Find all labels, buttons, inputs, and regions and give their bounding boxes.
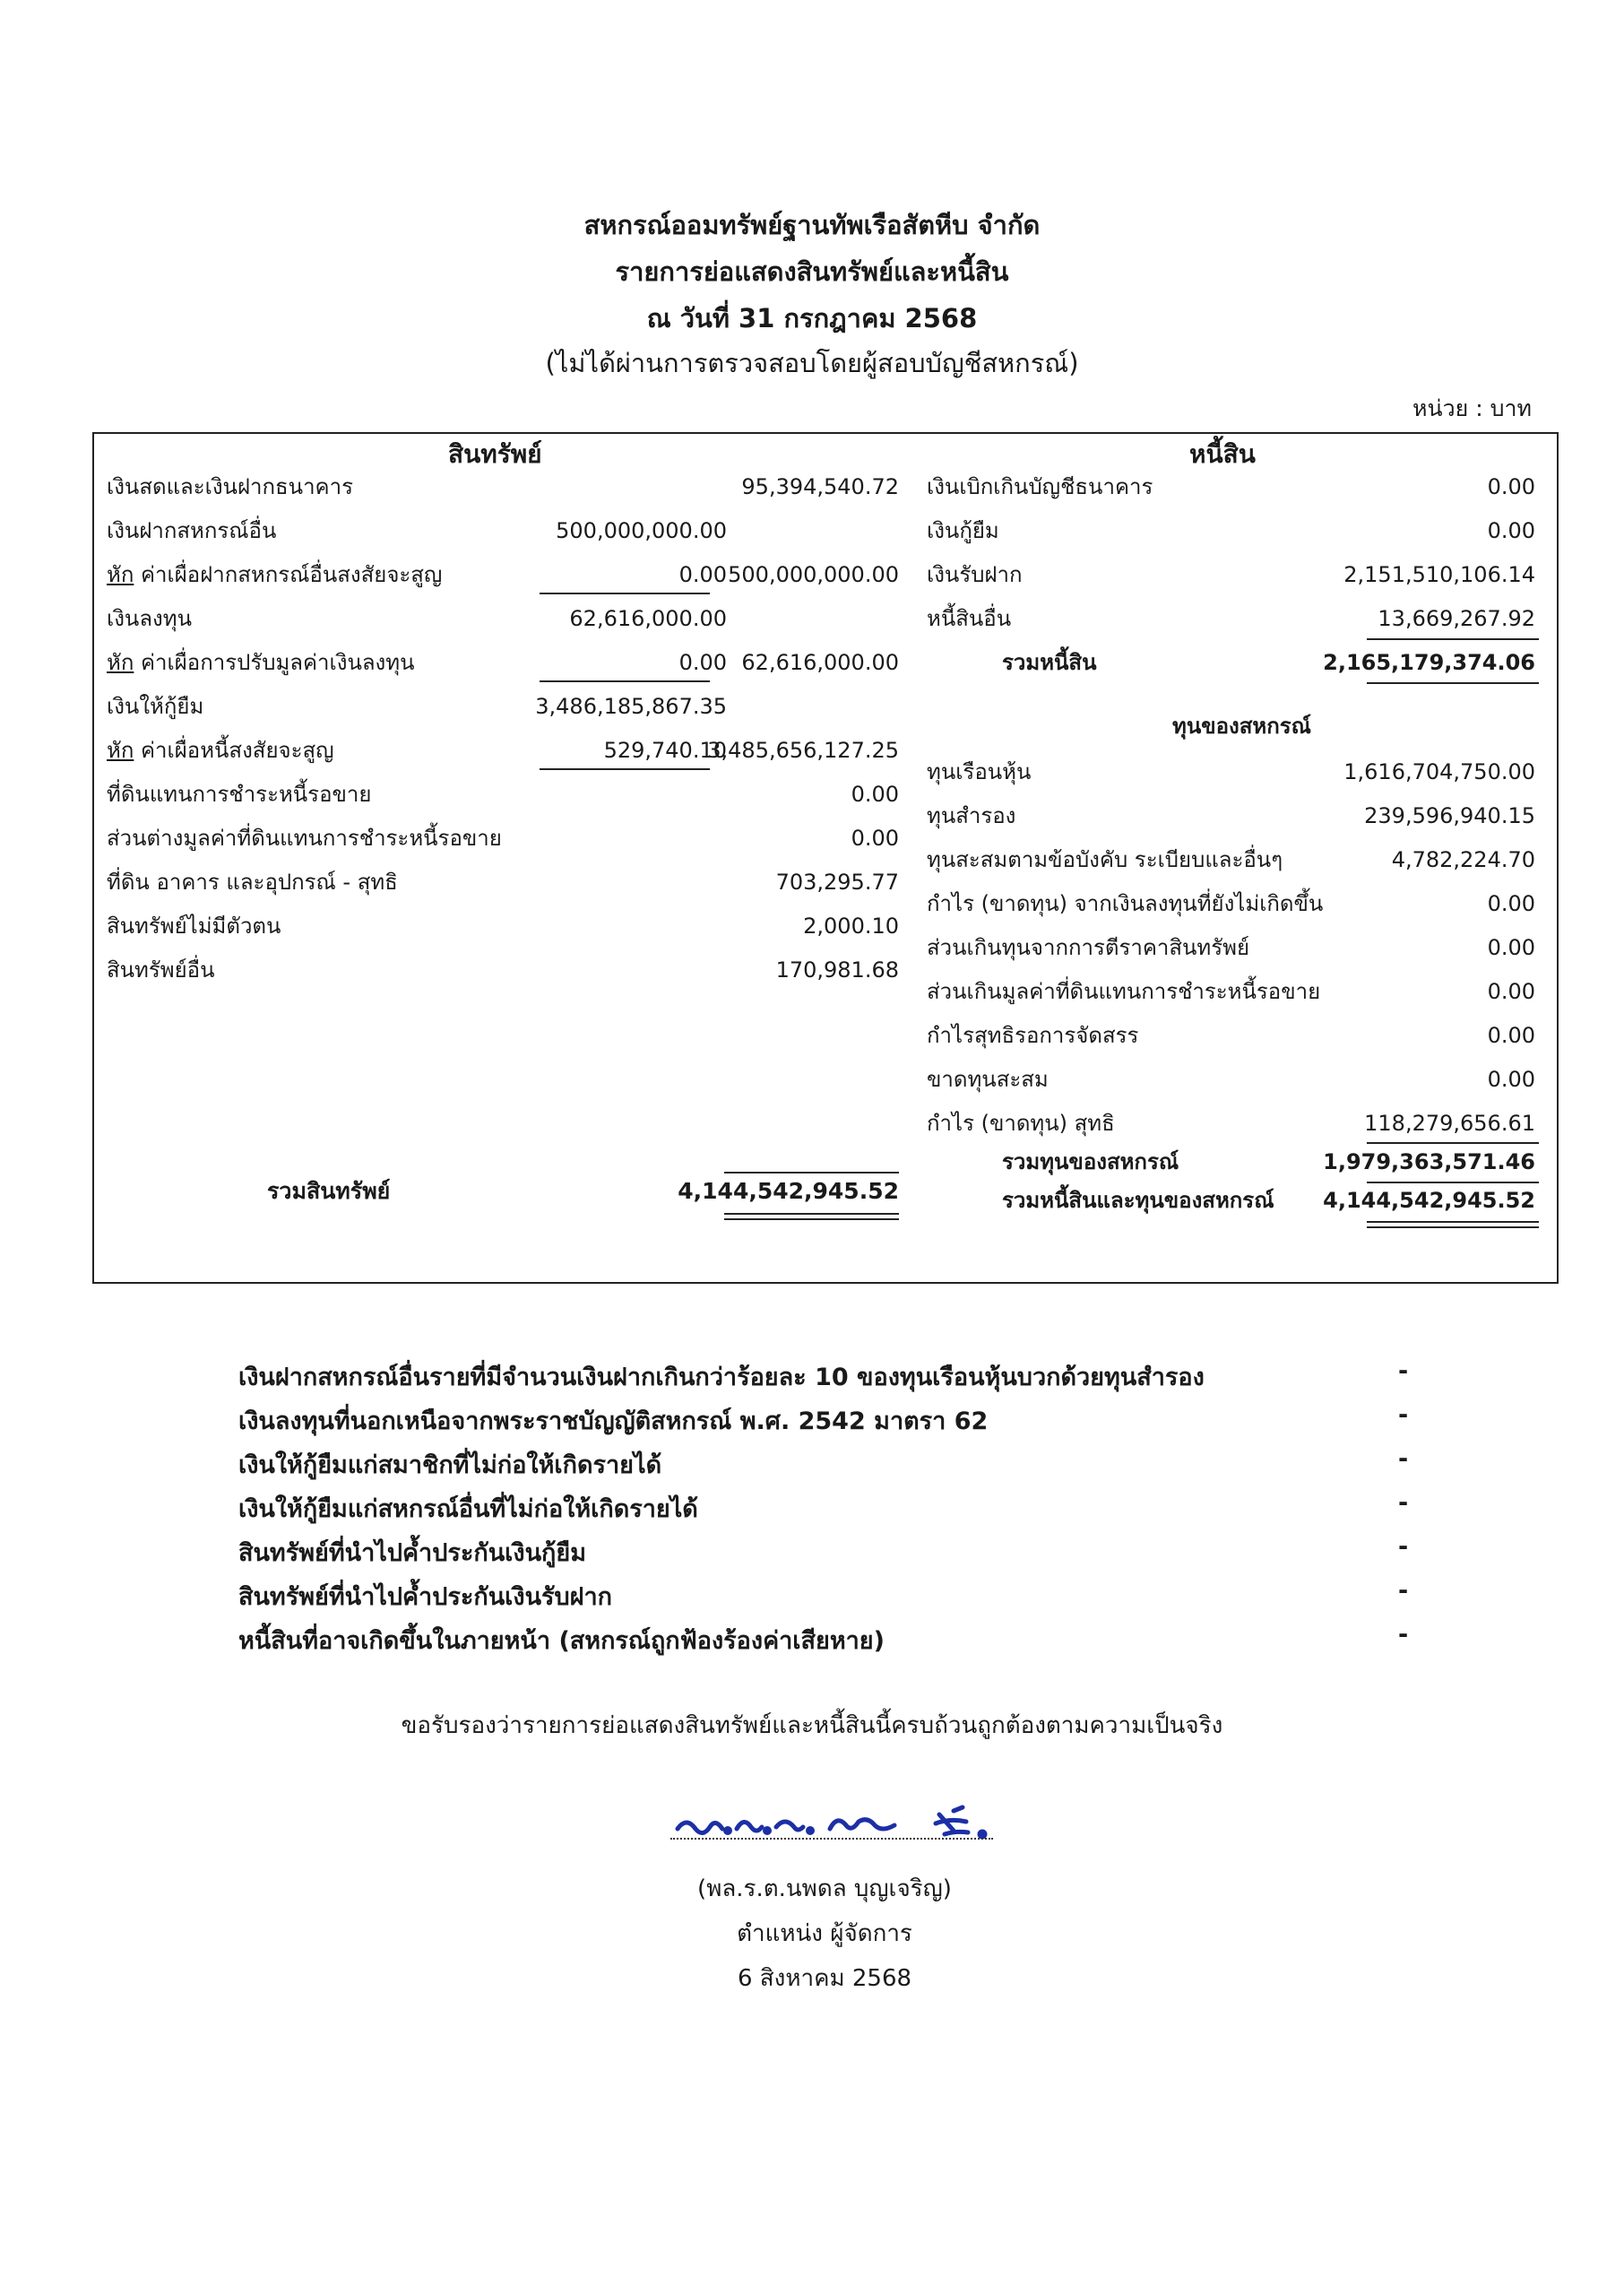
asset-sub: 0.00: [678, 562, 727, 587]
less-prefix: หัก: [107, 650, 134, 675]
asset-total: 62,616,000.00: [741, 650, 899, 675]
note-item: หนี้สินที่อาจเกิดขึ้นในภายหน้า (สหกรณ์ถูกฟ้องร้องค่าเสียหาย): [238, 1627, 885, 1655]
total-liabilities-label: รวมหนี้สิน: [1002, 650, 1097, 675]
note-value: -: [1398, 1401, 1409, 1429]
total-rule: [1367, 1182, 1539, 1183]
note-value: -: [1398, 1577, 1409, 1605]
asset-sub: 62,616,000.00: [569, 606, 727, 631]
signer-name: (พล.ร.ต.นพดล บุญเจริญ): [697, 1875, 952, 1902]
equity-label: ขาดทุนสะสม: [927, 1067, 1049, 1092]
asset-sub: 529,740.10: [603, 738, 727, 763]
note-item: เงินลงทุนที่นอกเหนือจากพระราชบัญญัติสหกรณ์ พ.ศ. 2542 มาตรา 62: [238, 1407, 989, 1435]
asset-total: 500,000,000.00: [728, 562, 899, 587]
liability-label: เงินรับฝาก: [927, 562, 1023, 587]
equity-label: ส่วนเกินมูลค่าที่ดินแทนการชำระหนี้รอขาย: [927, 979, 1321, 1004]
total-assets-value: 4,144,542,945.52: [678, 1178, 899, 1204]
subtotal-rule: [540, 593, 710, 594]
asset-label: ส่วนต่างมูลค่าที่ดินแทนการชำระหนี้รอขาย: [107, 826, 502, 851]
asset-total: 0.00: [851, 782, 899, 807]
asset-label: เงินลงทุน: [107, 606, 192, 631]
unit-label: หน่วย : บาท: [1412, 395, 1532, 421]
asset-total: 3,485,656,127.25: [707, 738, 899, 763]
double-rule-bottom: [1367, 1226, 1539, 1228]
asset-label: ที่ดินแทนการชำระหนี้รอขาย: [107, 782, 372, 807]
asset-label: สินทรัพย์อื่น: [107, 957, 215, 983]
audit-note: (ไม่ได้ผ่านการตรวจสอบโดยผู้สอบบัญชีสหกรณ์): [545, 348, 1079, 378]
equity-value: 0.00: [1487, 935, 1535, 960]
asset-label-text: ค่าเผื่อฝากสหกรณ์อื่นสงสัยจะสูญ: [134, 562, 443, 587]
note-item: สินทรัพย์ที่นำไปค้ำประกันเงินกู้ยืม: [238, 1539, 586, 1567]
equity-value: 0.00: [1487, 891, 1535, 916]
subtotal-rule: [540, 680, 710, 682]
asset-label: เงินสดและเงินฝากธนาคาร: [107, 474, 353, 499]
certification-statement: ขอรับรองว่ารายการย่อแสดงสินทรัพย์และหนี้สินนี้ครบถ้วนถูกต้องตามความเป็นจริง: [401, 1712, 1223, 1739]
grand-total-label: รวมหนี้สินและทุนของสหกรณ์: [1002, 1188, 1274, 1213]
equity-label: กำไร (ขาดทุน) สุทธิ: [927, 1111, 1115, 1136]
note-value: -: [1398, 1621, 1409, 1649]
asset-sub: 0.00: [678, 650, 727, 675]
liability-value: 2,151,510,106.14: [1343, 562, 1535, 587]
note-item: สินทรัพย์ที่นำไปค้ำประกันเงินรับฝาก: [238, 1583, 612, 1611]
less-prefix: หัก: [107, 738, 134, 763]
equity-heading: ทุนของสหกรณ์: [1172, 714, 1311, 739]
liability-value: 13,669,267.92: [1378, 606, 1535, 631]
asset-total: 170,981.68: [775, 957, 899, 983]
note-value: -: [1398, 1357, 1409, 1385]
asset-label-text: ค่าเผื่อหนี้สงสัยจะสูญ: [134, 738, 334, 763]
note-value: -: [1398, 1489, 1409, 1517]
equity-value: 239,596,940.15: [1364, 803, 1535, 828]
double-rule-top: [724, 1213, 899, 1215]
subtotal-rule: [1367, 1142, 1539, 1144]
asset-total: 0.00: [851, 826, 899, 851]
signer-position: ตำแหน่ง ผู้จัดการ: [737, 1920, 912, 1947]
liability-value: 0.00: [1487, 474, 1535, 499]
liability-label: หนี้สินอื่น: [927, 606, 1012, 631]
total-assets-label: รวมสินทรัพย์: [267, 1178, 391, 1204]
equity-value: 1,616,704,750.00: [1343, 759, 1535, 784]
total-equity-label: รวมทุนของสหกรณ์: [1002, 1149, 1179, 1174]
liability-label: เงินเบิกเกินบัญชีธนาคาร: [927, 474, 1153, 499]
asset-label: เงินให้กู้ยืม: [107, 694, 204, 719]
asset-label: [107, 737, 334, 764]
equity-value: 118,279,656.61: [1364, 1111, 1535, 1136]
total-liabilities-value: 2,165,179,374.06: [1323, 650, 1535, 675]
asset-total: 2,000.10: [803, 914, 899, 939]
asset-label: ที่ดิน อาคาร และอุปกรณ์ - สุทธิ: [107, 870, 398, 895]
equity-label: กำไรสุทธิรอการจัดสรร: [927, 1023, 1139, 1048]
asset-label: เงินฝากสหกรณ์อื่น: [107, 518, 277, 543]
assets-heading: สินทรัพย์: [448, 439, 542, 469]
double-rule-top: [1367, 1221, 1539, 1223]
asset-sub: 3,486,185,867.35: [535, 694, 727, 719]
equity-label: ส่วนเกินทุนจากการตีราคาสินทรัพย์: [927, 935, 1249, 960]
equity-label: ทุนสะสมตามข้อบังคับ ระเบียบและอื่นๆ: [927, 847, 1283, 872]
total-rule: [724, 1172, 899, 1173]
note-value: -: [1398, 1445, 1409, 1473]
equity-label: ทุนสำรอง: [927, 803, 1016, 828]
liability-value: 0.00: [1487, 518, 1535, 543]
note-item: เงินให้กู้ยืมแก่สหกรณ์อื่นที่ไม่ก่อให้เกิดรายได้: [238, 1495, 698, 1523]
total-equity-value: 1,979,363,571.46: [1323, 1149, 1535, 1174]
asset-label: [107, 561, 442, 588]
equity-label: กำไร (ขาดทุน) จากเงินลงทุนที่ยังไม่เกิดขึ้น: [927, 891, 1324, 916]
less-prefix: หัก: [107, 562, 134, 587]
report-date: ณ วันที่ 31 กรกฎาคม 2568: [646, 303, 978, 333]
signature-dotted-line: [670, 1838, 993, 1840]
asset-label: [107, 649, 415, 676]
subtotal-rule: [540, 768, 710, 770]
note-value: -: [1398, 1533, 1409, 1561]
asset-total: 95,394,540.72: [741, 474, 899, 499]
signature-date: 6 สิงหาคม 2568: [737, 1965, 912, 1992]
asset-label-text: ค่าเผื่อการปรับมูลค่าเงินลงทุน: [134, 650, 415, 675]
liabilities-heading: หนี้สิน: [1189, 439, 1256, 469]
note-item: เงินฝากสหกรณ์อื่นรายที่มีจำนวนเงินฝากเกินกว่าร้อยละ 10 ของทุนเรือนหุ้นบวกด้วยทุนสำรอง: [238, 1364, 1205, 1391]
asset-total: 703,295.77: [775, 870, 899, 895]
equity-value: 0.00: [1487, 979, 1535, 1004]
double-rule-bottom: [724, 1218, 899, 1220]
asset-label: สินทรัพย์ไม่มีตัวตน: [107, 914, 281, 939]
equity-value: 4,782,224.70: [1391, 847, 1535, 872]
equity-value: 0.00: [1487, 1067, 1535, 1092]
subtotal-rule: [1367, 638, 1539, 640]
balance-sheet-table: [92, 432, 1559, 1284]
liability-label: เงินกู้ยืม: [927, 518, 999, 543]
equity-value: 0.00: [1487, 1023, 1535, 1048]
note-item: เงินให้กู้ยืมแก่สมาชิกที่ไม่ก่อให้เกิดรายได้: [238, 1451, 662, 1479]
grand-total-value: 4,144,542,945.52: [1323, 1188, 1535, 1213]
equity-label: ทุนเรือนหุ้น: [927, 759, 1032, 784]
total-rule: [1367, 682, 1539, 684]
cooperative-name: สหกรณ์ออมทรัพย์ฐานทัพเรือสัตหีบ จำกัด: [583, 210, 1041, 240]
asset-sub: 500,000,000.00: [556, 518, 727, 543]
report-title: รายการย่อแสดงสินทรัพย์และหนี้สิน: [615, 256, 1009, 287]
